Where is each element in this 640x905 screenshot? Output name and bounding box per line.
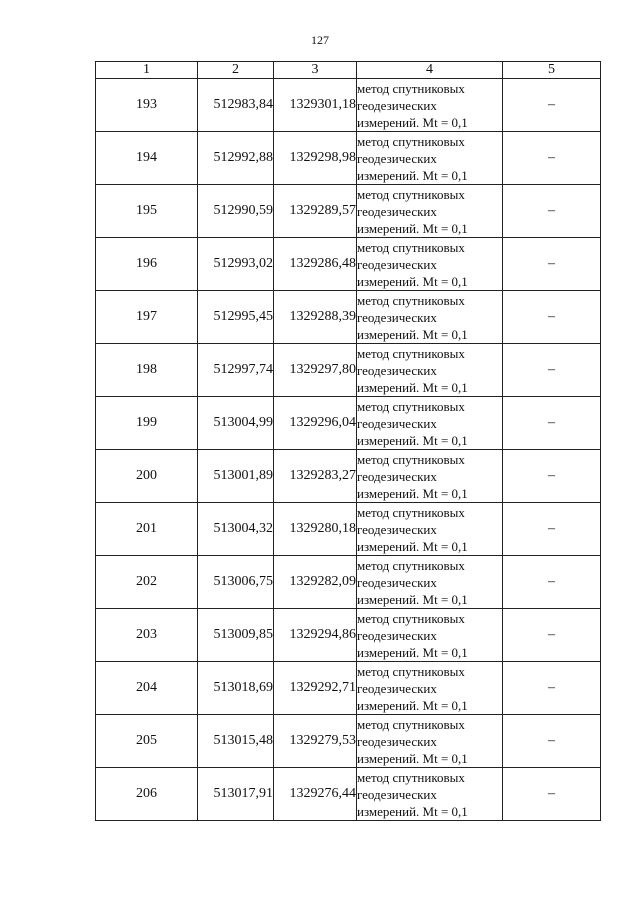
point-number: 198 [96,344,198,397]
coordinate-x: 513001,89 [198,450,274,503]
coordinate-x: 513009,85 [198,609,274,662]
table-body [96,79,601,821]
table-row [96,291,601,344]
coordinate-x: 512992,88 [198,132,274,185]
point-number: 196 [96,238,198,291]
header-row [96,62,601,79]
coordinate-y: 1329286,48 [274,238,357,291]
method-line-2: геодезических [357,415,437,431]
coordinate-y: 1329292,71 [274,662,357,715]
method-line-2: геодезических [357,97,437,113]
note-cell: – [503,397,601,450]
point-number: 204 [96,662,198,715]
method-cell [357,450,503,503]
table-header [96,62,601,79]
point-number: 195 [96,185,198,238]
point-number: 194 [96,132,198,185]
coordinate-x: 512983,84 [198,79,274,132]
coordinate-x: 513006,75 [198,556,274,609]
coordinate-x: 512997,74 [198,344,274,397]
method-line-2: геодезических [357,733,437,749]
method-line-3: измерений. Mt = 0,1 [357,485,468,501]
header-col-1: 1 [96,62,198,79]
method-line-3: измерений. Mt = 0,1 [357,803,468,819]
point-number: 203 [96,609,198,662]
coordinate-x: 513017,91 [198,768,274,821]
coordinate-y: 1329294,86 [274,609,357,662]
header-col-3: 3 [274,62,357,79]
method-line-1: метод спутниковых [357,398,465,414]
coordinate-y: 1329296,04 [274,397,357,450]
table-row [96,132,601,185]
method-cell [357,503,503,556]
table-row [96,238,601,291]
method-line-3: измерений. Mt = 0,1 [357,220,468,236]
coordinate-y: 1329280,18 [274,503,357,556]
coordinate-y: 1329289,57 [274,185,357,238]
coordinate-y: 1329283,27 [274,450,357,503]
note-cell: – [503,450,601,503]
note-cell: – [503,556,601,609]
point-number: 197 [96,291,198,344]
method-line-2: геодезических [357,362,437,378]
method-cell [357,238,503,291]
note-cell: – [503,185,601,238]
note-cell: – [503,503,601,556]
method-cell [357,132,503,185]
method-line-1: метод спутниковых [357,239,465,255]
coordinates-table [95,61,601,821]
method-line-3: измерений. Mt = 0,1 [357,697,468,713]
table-row [96,79,601,132]
table-row [96,450,601,503]
header-col-4: 4 [357,62,503,79]
coordinate-y: 1329297,80 [274,344,357,397]
coordinate-x: 513015,48 [198,715,274,768]
coordinate-x: 512993,02 [198,238,274,291]
note-cell: – [503,768,601,821]
method-line-1: метод спутниковых [357,186,465,202]
method-line-2: геодезических [357,574,437,590]
method-line-3: измерений. Mt = 0,1 [357,379,468,395]
note-cell: – [503,715,601,768]
method-line-1: метод спутниковых [357,504,465,520]
point-number: 205 [96,715,198,768]
table-row [96,556,601,609]
table-row [96,715,601,768]
note-cell: – [503,662,601,715]
header-col-5: 5 [503,62,601,79]
method-line-1: метод спутниковых [357,663,465,679]
method-cell [357,397,503,450]
coordinate-y: 1329288,39 [274,291,357,344]
method-line-3: измерений. Mt = 0,1 [357,114,468,130]
method-line-3: измерений. Mt = 0,1 [357,750,468,766]
method-line-2: геодезических [357,468,437,484]
coordinate-x: 513004,32 [198,503,274,556]
coordinate-y: 1329301,18 [274,79,357,132]
table-row [96,397,601,450]
method-cell [357,609,503,662]
method-line-3: измерений. Mt = 0,1 [357,644,468,660]
method-line-3: измерений. Mt = 0,1 [357,167,468,183]
coordinate-x: 513004,99 [198,397,274,450]
table-row [96,344,601,397]
table-row [96,609,601,662]
method-line-1: метод спутниковых [357,610,465,626]
note-cell: – [503,609,601,662]
table-row [96,768,601,821]
method-line-3: измерений. Mt = 0,1 [357,538,468,554]
method-line-2: геодезических [357,786,437,802]
table-row [96,662,601,715]
method-cell [357,556,503,609]
method-line-1: метод спутниковых [357,769,465,785]
point-number: 193 [96,79,198,132]
method-line-2: геодезических [357,627,437,643]
method-line-1: метод спутниковых [357,716,465,732]
point-number: 200 [96,450,198,503]
coordinate-y: 1329276,44 [274,768,357,821]
table-row [96,503,601,556]
method-line-2: геодезических [357,309,437,325]
method-cell [357,79,503,132]
method-line-2: геодезических [357,256,437,272]
method-line-2: геодезических [357,150,437,166]
coordinate-x: 513018,69 [198,662,274,715]
method-line-1: метод спутниковых [357,345,465,361]
method-cell [357,344,503,397]
method-line-1: метод спутниковых [357,451,465,467]
method-cell [357,185,503,238]
coordinate-x: 512990,59 [198,185,274,238]
coordinate-y: 1329298,98 [274,132,357,185]
header-col-2: 2 [198,62,274,79]
method-line-1: метод спутниковых [357,80,465,96]
coordinate-y: 1329282,09 [274,556,357,609]
note-cell: – [503,291,601,344]
method-line-3: измерений. Mt = 0,1 [357,432,468,448]
method-line-1: метод спутниковых [357,292,465,308]
coordinate-x: 512995,45 [198,291,274,344]
method-line-2: геодезических [357,203,437,219]
note-cell: – [503,79,601,132]
method-cell [357,768,503,821]
note-cell: – [503,132,601,185]
point-number: 201 [96,503,198,556]
method-line-2: геодезических [357,521,437,537]
method-line-1: метод спутниковых [357,557,465,573]
method-line-3: измерений. Mt = 0,1 [357,273,468,289]
method-cell [357,662,503,715]
method-line-1: метод спутниковых [357,133,465,149]
coordinate-y: 1329279,53 [274,715,357,768]
page-number: 127 [311,33,329,47]
point-number: 206 [96,768,198,821]
method-cell [357,291,503,344]
method-line-3: измерений. Mt = 0,1 [357,591,468,607]
point-number: 202 [96,556,198,609]
method-line-2: геодезических [357,680,437,696]
method-line-3: измерений. Mt = 0,1 [357,326,468,342]
table-row [96,185,601,238]
method-cell [357,715,503,768]
point-number: 199 [96,397,198,450]
note-cell: – [503,344,601,397]
note-cell: – [503,238,601,291]
